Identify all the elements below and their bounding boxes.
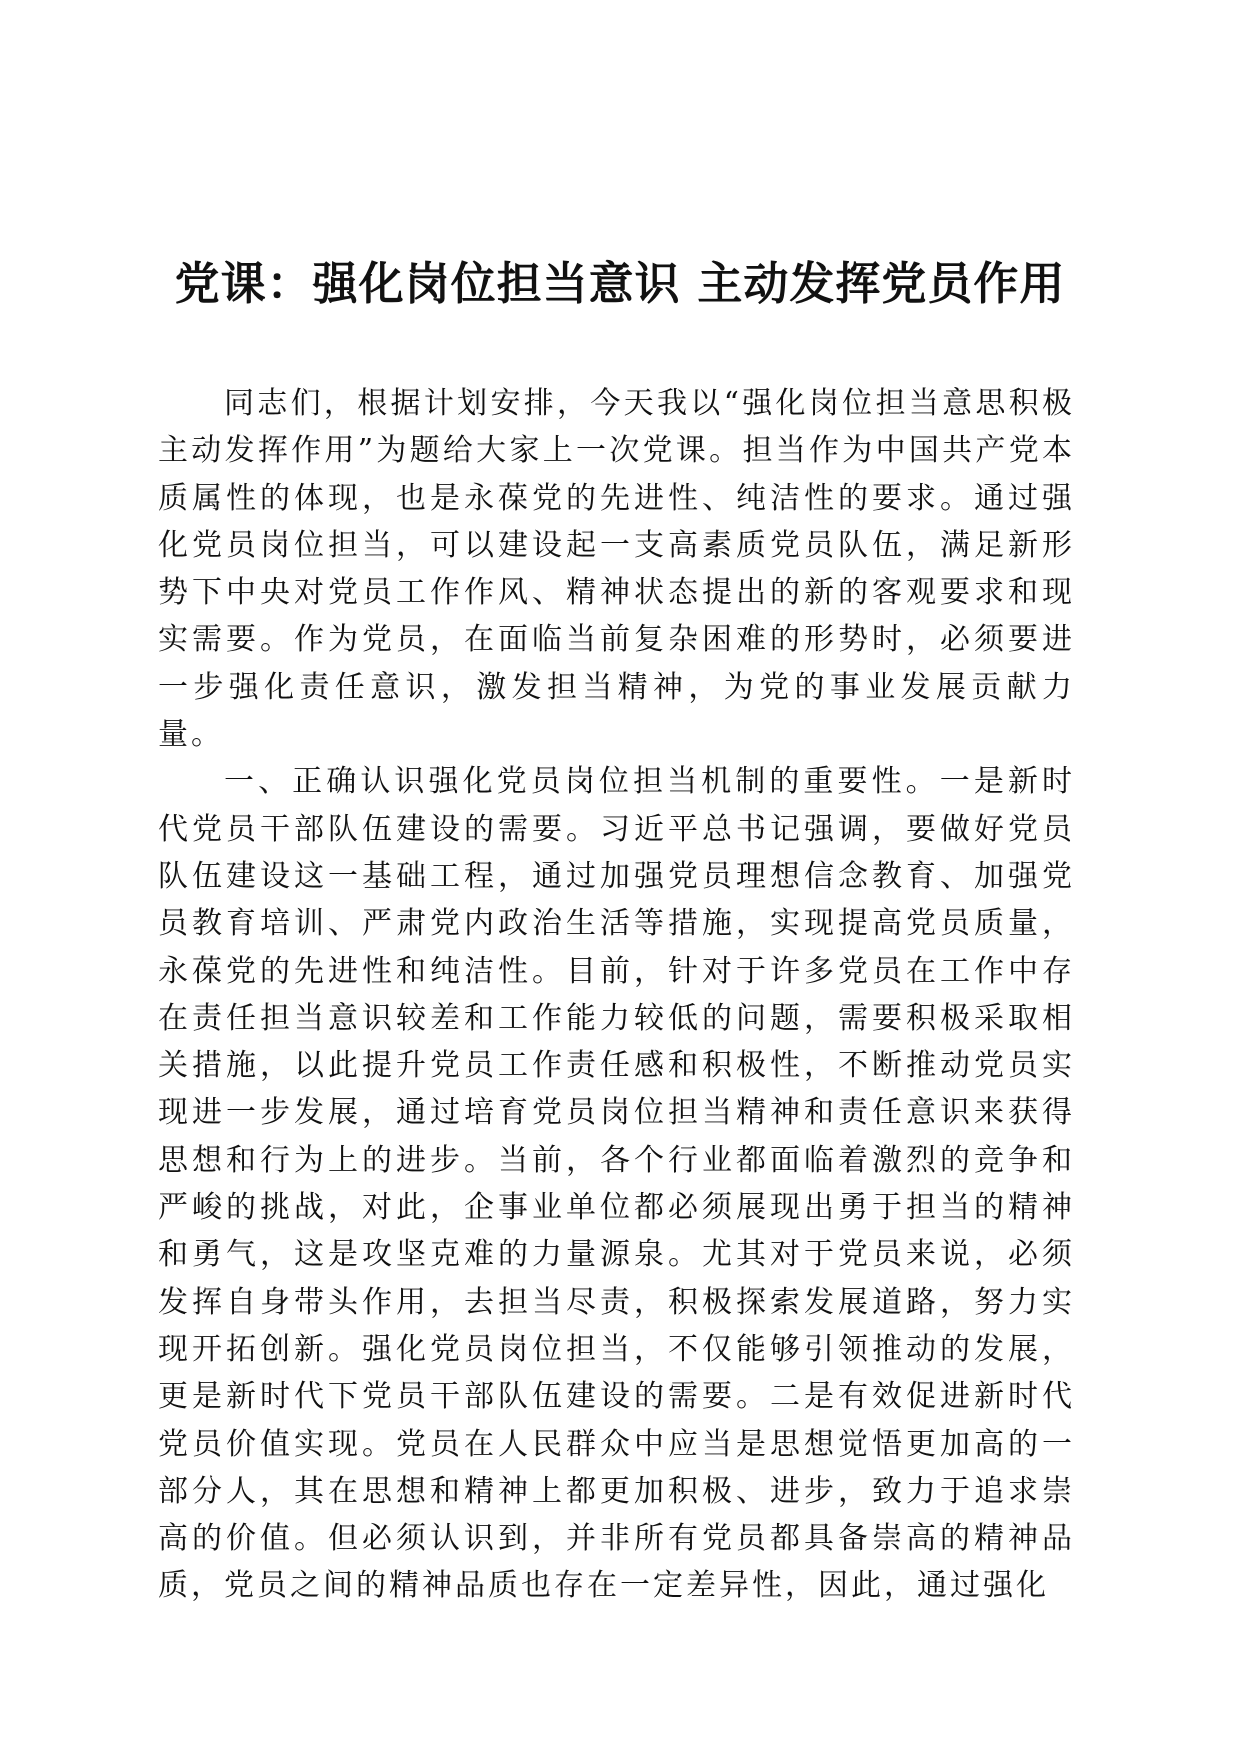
document-title: 党课：强化岗位担当意识 主动发挥党员作用 [174, 257, 1066, 310]
paragraph: 同志们，根据计划安排，今天我以“强化岗位担当意思积极主动发挥作用”为题给大家上一次党课。担当作为中国共产党本质属性的体现，也是永葆党的先进性、纯洁性的要求。通过强化党员岗位担当，可以建设起一支高素质党员队伍，满足新形势下中央对党员工作作风、精神状态提出的新的客观要求和现实需要。作为党员，在面临当前复杂困难的形势时，必须要进一步强化责任意识，激发担当精神，为党的事业发展贡献力量。 [158, 386, 1075, 753]
paragraph: 一、正确认识强化党员岗位担当机制的重要性。一是新时代党员干部队伍建设的需要。习近平总书记强调，要做好党员队伍建设这一基础工程，通过加强党员理想信念教育、加强党员教育培训、严肃党内政治生活等措施，实现提高党员质量，永葆党的先进性和纯洁性。目前，针对于许多党员在工作中存在责任担当意识较差和工作能力较低的问题，需要积极采取相关措施，以此提升党员工作责任感和积极性，不断推动党员实现进一步发展，通过培育党员岗位担当精神和责任意识来获得思想和行为上的进步。当前，各个行业都面临着激烈的竞争和严峻的挑战，对此，企事业单位都必须展现出勇于担当的精神和勇气，这是攻坚克难的力量源泉。尤其对于党员来说，必须发挥自身带头作用，去担当尽责，积极探索发展道路，努力实现开拓创新。强化党员岗位担当，不仅能够引领推动的发展，更是新时代下党员干部队伍建设的需要。二是有效促进新时代党员价值实现。党员在人民群众中应当是思想觉悟更加高的一部分人，其在思想和精神上都更加积极、进步，致力于追求崇高的价值。但必须认识到，并非所有党员都具备崇高的精神品质，党员之间的精神品质也存在一定差异性，因此，通过强化 [158, 764, 1075, 1604]
document-body [158, 380, 1075, 1610]
